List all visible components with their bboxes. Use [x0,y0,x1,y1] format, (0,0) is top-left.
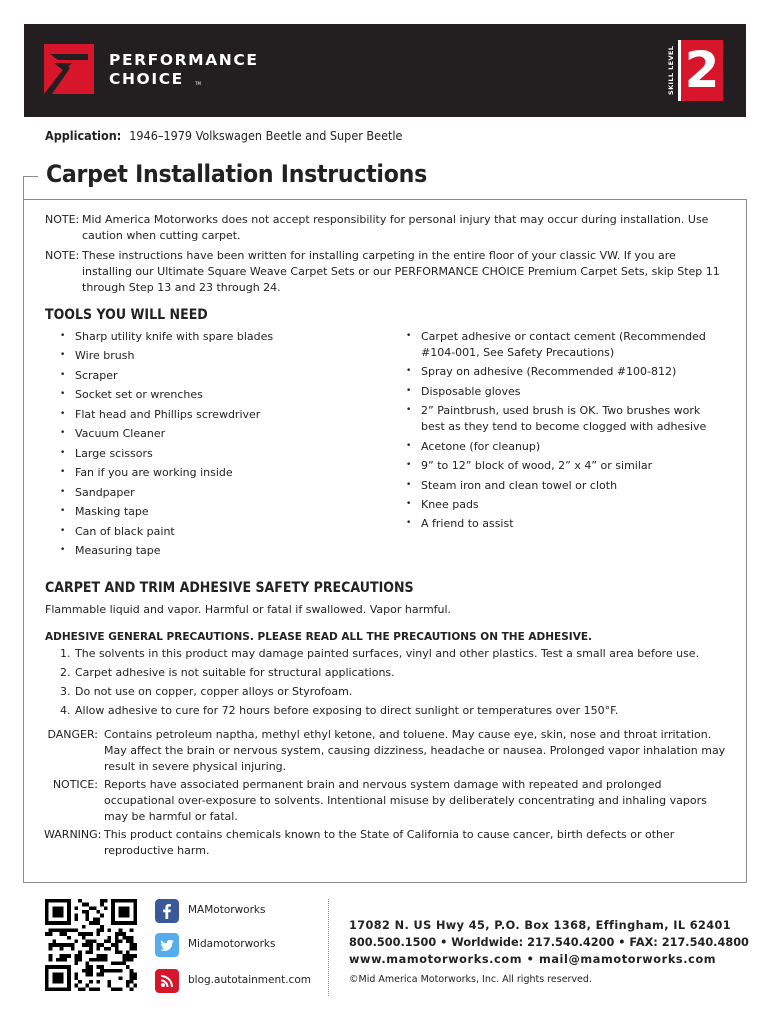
note-label: NOTE: [45,213,80,226]
qr-code-icon[interactable] [45,899,137,991]
tool-item: • Vacuum Cleaner [60,426,390,442]
social-facebook[interactable] [155,899,265,923]
note-label: NOTE: [45,249,80,262]
tools-list-left [60,329,390,563]
tool-item: • Large scissors [60,446,390,462]
brand-name-line1: PERFORMANCE [109,51,259,69]
tool-item: • Disposable gloves [406,384,726,400]
precaution-text: Carpet adhesive is not suitable for structural applications. [75,666,395,680]
skill-level-badge [665,40,723,101]
tool-item: • Fan if you are working inside [60,465,390,481]
tool-item: • Spray on adhesive (Recommended #100-812) [406,364,726,380]
precaution-text: Do not use on copper, copper alloys or Styrofoam. [75,685,353,699]
precaution-number: 3. [60,685,71,699]
company-phones: 800.500.1500 • Worldwide: 217.540.4200 • FAX: 217.540.4800 [349,936,749,949]
blog-url[interactable]: blog.autotainment.com [188,974,311,987]
tool-item: • Can of black paint [60,524,390,540]
tools-list-right [406,329,726,536]
tool-item: • Sharp utility knife with spare blades [60,329,390,345]
tool-item: • Acetone (for cleanup) [406,439,726,455]
brand-name-line2: CHOICE [109,70,184,88]
precaution-item [60,665,740,681]
header-band [24,24,746,117]
skill-level-number: 2 [681,40,723,101]
tool-item: • 9” to 12” block of wood, 2” x 4” or similar [406,458,726,474]
twitter-handle[interactable]: Midamotorworks [188,938,276,951]
frame-corner-horizontal [23,176,38,177]
skill-level-label: SKILL LEVEL [665,40,678,101]
tool-item: • Flat head and Phillips screwdriver [60,407,390,423]
facebook-handle[interactable]: MAMotorworks [188,904,266,917]
tool-item: • Scraper [60,368,390,384]
notice-block [44,777,734,824]
precaution-item [60,646,740,662]
copyright-notice: ©Mid America Motorworks, Inc. All rights reserved. [349,974,592,985]
facebook-icon [155,899,179,923]
page-title: Carpet Installation Instructions [46,160,427,188]
social-twitter[interactable] [155,933,275,957]
warning-label: WARNING: [44,828,102,841]
precaution-number: 4. [60,704,71,718]
danger-text: Contains petroleum naptha, methyl ethyl ketone, and toluene. May cause eye, skin, nose and throat irritation. May affect the brain or nervous system, causing dizziness, headache or nausea. Prolonged vapor inhalation may result in severe physical injuring. [104,728,726,773]
trademark-mark: TM [195,81,201,86]
frame-corner-vertical [23,176,24,200]
warning-text: This product contains chemicals known to the State of California to cause cancer, birth defects or other reproductive harm. [104,828,675,857]
precaution-text: Allow adhesive to cure for 72 hours before exposing to direct sunlight or temperatures over 150°F. [75,704,619,718]
note-responsibility [45,212,725,244]
precaution-number: 2. [60,666,71,680]
tool-item: • Carpet adhesive or contact cement (Recommended #104-001, See Safety Precautions) [406,329,726,361]
performance-choice-logo-icon [44,44,94,94]
precaution-text: The solvents in this product may damage painted surfaces, vinyl and other plastics. Test a small area before use. [75,647,700,660]
adhesive-general-heading: ADHESIVE GENERAL PRECAUTIONS. PLEASE READ ALL THE PRECAUTIONS ON THE ADHESIVE. [45,631,592,643]
note-scope [45,248,725,295]
tool-item: • Wire brush [60,348,390,364]
warning-block [44,827,734,859]
tool-item: • A friend to assist [406,516,726,532]
tool-item: • Measuring tape [60,543,390,559]
company-address: 17082 N. US Hwy 45, P.O. Box 1368, Effingham, IL 62401 [349,919,732,932]
application-value: 1946–1979 Volkswagen Beetle and Super Beetle [129,128,403,143]
note-text: Mid America Motorworks does not accept responsibility for personal injury that may occur during installation. Use caution when cutting carpet. [82,213,709,242]
tool-item: • Knee pads [406,497,726,513]
tool-item: • Steam iron and clean towel or cloth [406,478,726,494]
notice-label: NOTICE: [52,778,98,791]
tool-item: • 2” Paintbrush, used brush is OK. Two brushes work best as they tend to become clogged with adhesive [406,403,726,435]
danger-block [44,727,734,774]
safety-heading: CARPET AND TRIM ADHESIVE SAFETY PRECAUTIONS [45,580,414,596]
note-text: These instructions have been written for installing carpeting in the entire floor of your classic VW. If you are installing our Ultimate Square Weave Carpet Sets or our PERFORMANCE CHOICE Premium Carpet Sets, skip Step 11 through Step 13 and 23 through 24. [82,249,720,294]
precaution-number: 1. [60,647,71,660]
application-line [45,128,402,143]
social-blog[interactable] [155,969,311,993]
company-web-contact[interactable]: www.mamotorworks.com • mail@mamotorworks.com [349,953,717,966]
twitter-icon [155,933,179,957]
precautions-list [60,646,740,722]
application-label: Application: [45,128,122,143]
tool-item: • Masking tape [60,504,390,520]
footer-divider [328,899,329,996]
safety-intro: Flammable liquid and vapor. Harmful or fatal if swallowed. Vapor harmful. [45,603,452,616]
tools-heading: TOOLS YOU WILL NEED [45,307,208,323]
danger-label: DANGER: [47,728,98,741]
precaution-item [60,703,740,719]
tool-item: • Sandpaper [60,485,390,501]
notice-text: Reports have associated permanent brain and nervous system damage with repeated and prolonged occupational over-exposure to solvents. Intentional misuse by deliberately concentrating and inhaling vapors may be harmful or fatal. [104,778,707,823]
precaution-item [60,684,740,700]
tool-item: • Socket set or wrenches [60,387,390,403]
blog-icon [155,969,179,993]
